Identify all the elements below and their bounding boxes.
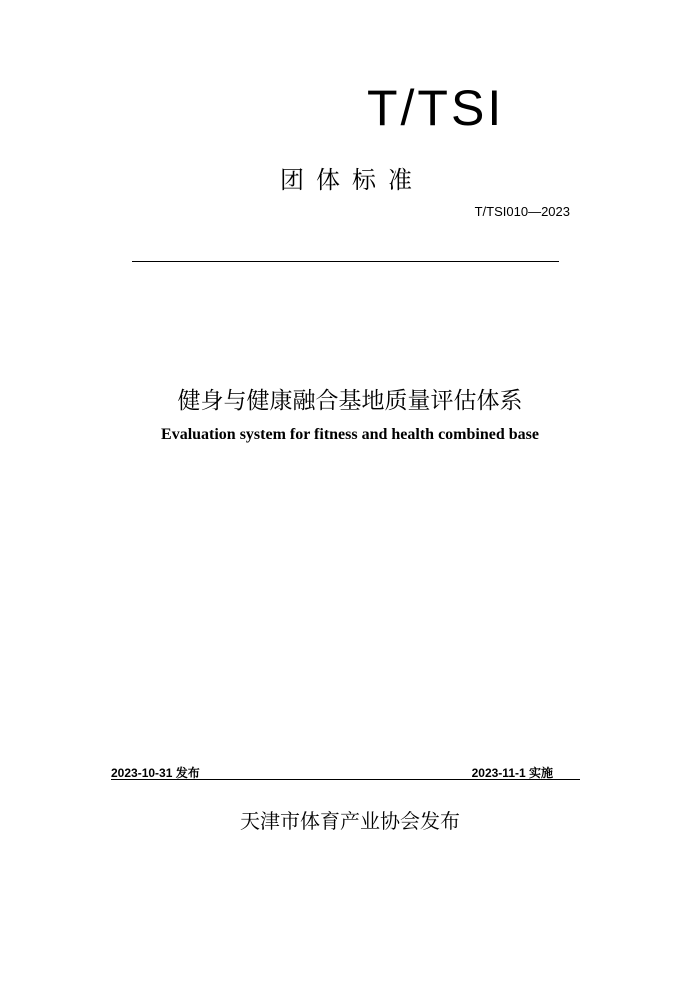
- issue-date: 2023-10-31 发布: [111, 766, 200, 780]
- footer-divider: [111, 779, 580, 780]
- header-divider: [132, 261, 559, 262]
- publisher: 天津市体育产业协会发布: [240, 809, 460, 833]
- document-title-chinese: 健身与健康融合基地质量评估体系: [177, 388, 523, 414]
- standard-number: T/TSI010—2023: [474, 204, 570, 219]
- document-title-english: Evaluation system for fitness and health combined base: [161, 426, 539, 443]
- standard-logo: T/TSI: [367, 80, 505, 136]
- implementation-date: 2023-11-1 实施: [471, 766, 553, 780]
- standard-type: 团体标准: [280, 166, 424, 194]
